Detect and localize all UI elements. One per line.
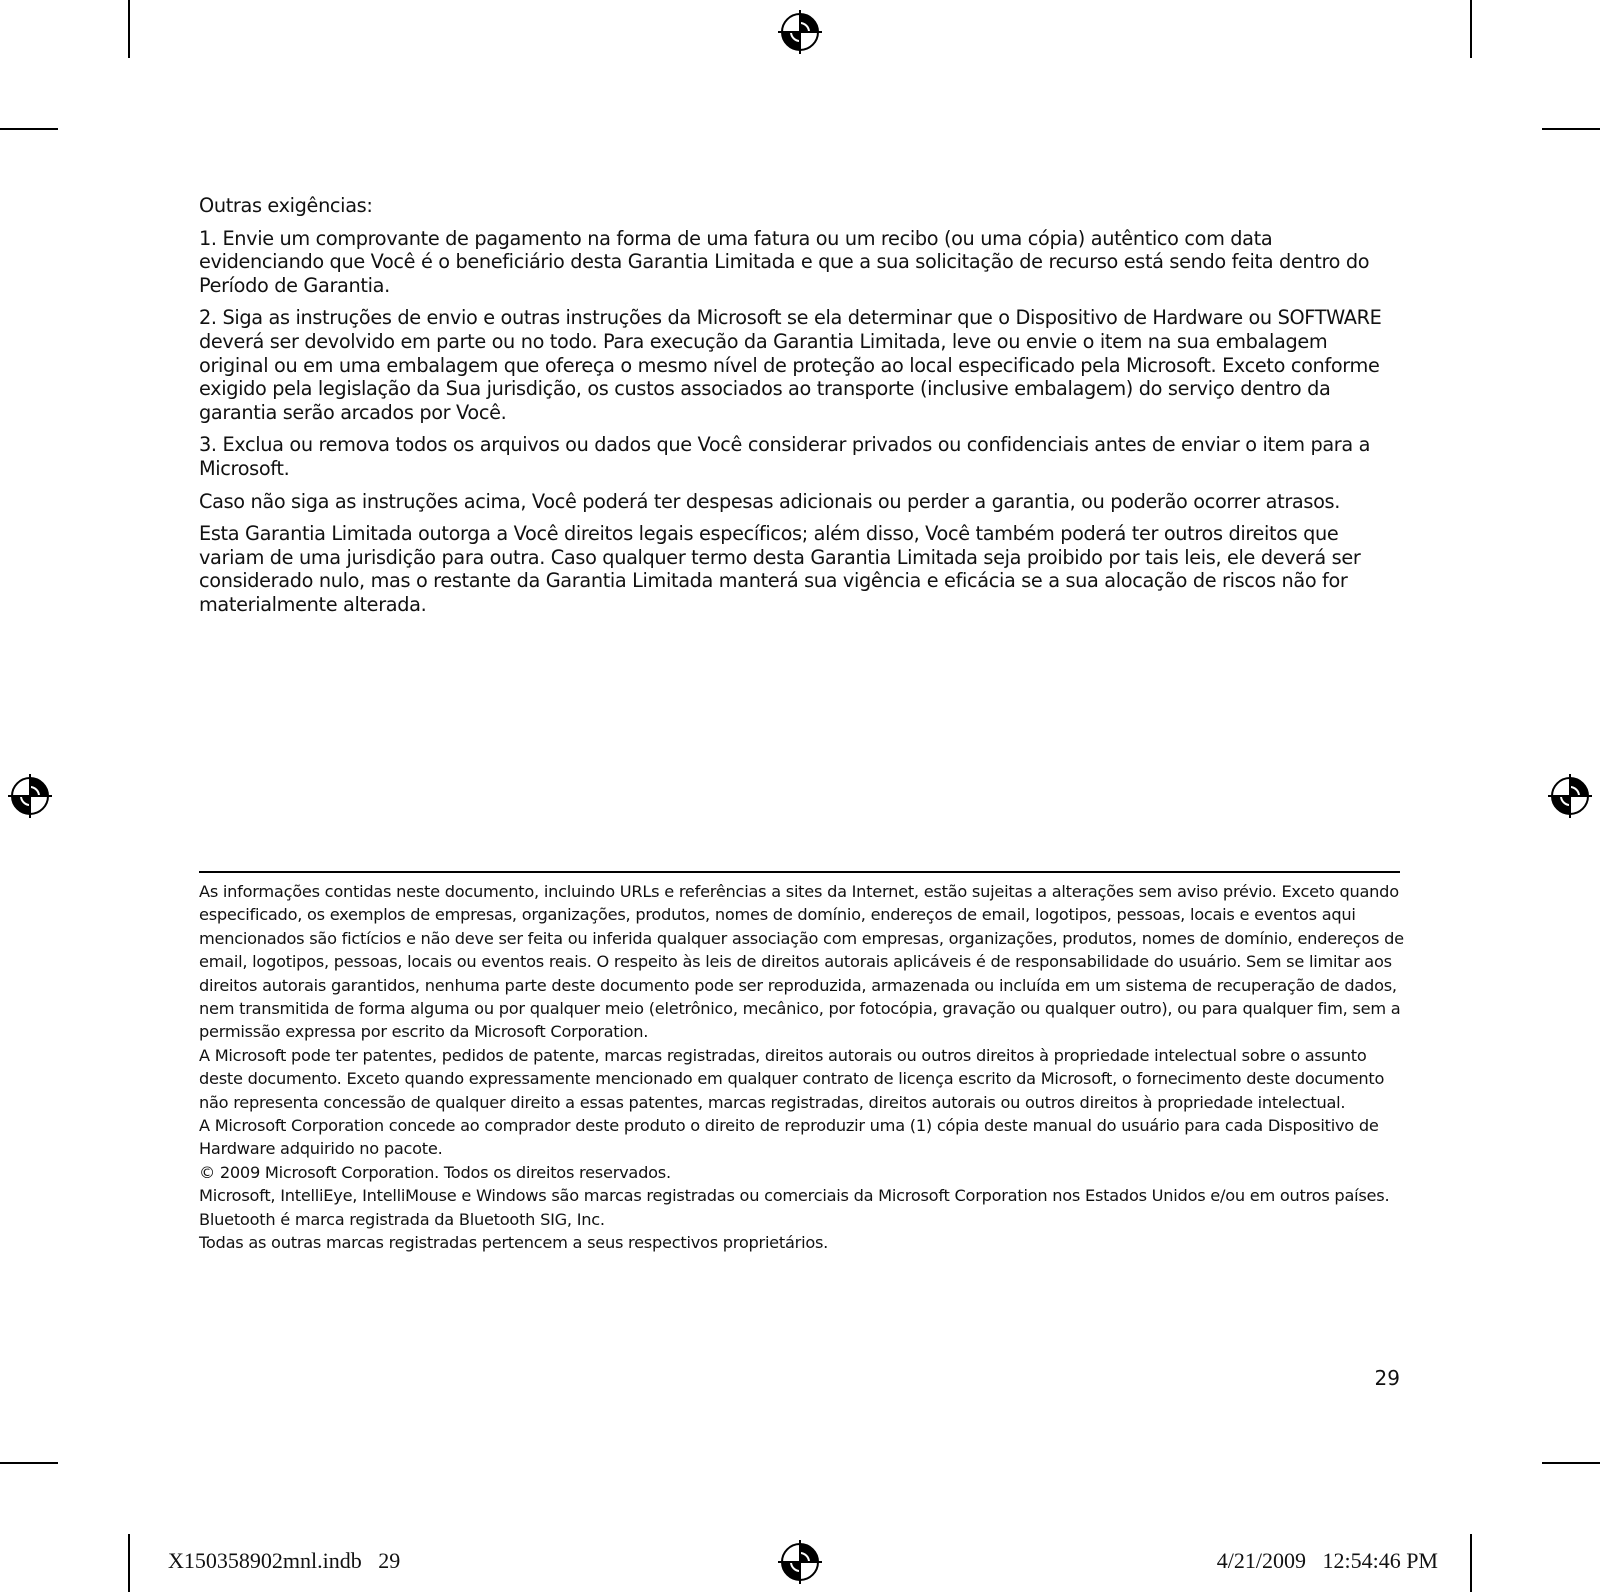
- requirement-1: 1. Envie um comprovante de pagamento na forma de uma fatura ou um recibo (ou uma cópia) autêntico com data evidenciando que Você é o beneficiário desta Garantia Limitada e que a sua solicitação de recurso está sendo feita dentro do Período de Garantia.: [199, 226, 1370, 297]
- requirement-3: 3. Exclua ou remova todos os arquivos ou dados que Você considerar privados ou confidenciais antes de enviar o item para a Microsoft.: [199, 433, 1371, 480]
- legal-paragraph: A Microsoft pode ter patentes, pedidos de patente, marcas registradas, direitos autorais ou outros direitos à propriedade intelectual sobre o assunto deste documento. Exceto quando expressamente mencionado em qualquer contrato de licença escrito da Microsoft, o fornecimento deste documento não representa concessão de qualquer direito a essas patentes, marcas registradas, direitos autorais ou outros direitos à propriedade intelectual.: [199, 1045, 1385, 1112]
- legal-paragraph: As informações contidas neste documento, incluindo URLs e referências a sites da Internet, estão sujeitas a alterações sem aviso prévio. Exceto quando especificado, os exemplos de empresas, organizações, produtos, nomes de domínio, endereços de email, logotipos, pessoas, locais e eventos aqui mencionados são fictícios e não deve ser feita ou inferida qualquer associação com empresas, organizações, produtos, nomes de domínio, endereços de email, logotipos, pessoas, locais ou eventos reais. O respeito às leis de direitos autorais aplicáveis é de responsabilidade do usuário. Sem se limitar aos direitos autorais garantidos, nenhuma parte deste documento pode ser reproduzida, armazenada ou incluída em um sistema de recuperação de dados, nem transmitida de forma alguma ou por qualquer meio (eletrônico, mecânico, por fotocópia, gravação ou qualquer outro), ou para qualquer fim, sem a permissão expressa por escrito da Microsoft Corporation.: [199, 882, 1404, 1042]
- print-slug-file: X150358902mnl.indb 29: [168, 1548, 401, 1573]
- page-number: 29: [1374, 1366, 1400, 1390]
- trademark-paragraph: Bluetooth é marca registrada da Bluetooth SIG, Inc.: [199, 1209, 605, 1229]
- registration-mark-icon: [778, 10, 822, 54]
- print-slug-timestamp: 4/21/2009 12:54:46 PM: [1216, 1548, 1438, 1573]
- crop-mark: [0, 128, 58, 130]
- crop-mark: [1542, 128, 1600, 130]
- divider-rule: [199, 871, 1400, 873]
- crop-mark: [1470, 0, 1472, 58]
- registration-mark-icon: [1548, 774, 1592, 818]
- legal-paragraph: A Microsoft Corporation concede ao comprador deste produto o direito de reproduzir uma (1) cópia deste manual do usuário para cada Dispositivo de Hardware adquirido no pacote.: [199, 1116, 1379, 1159]
- legal-rights-paragraph: Esta Garantia Limitada outorga a Você direitos legais específicos; além disso, Você também poderá ter outros direitos que variam de uma jurisdição para outra. Caso qualquer termo desta Garantia Limitada seja proibido por tais leis, ele deverá ser considerado nulo, mas o restante da Garantia Limitada manterá sua vigência e eficácia se a sua alocação de riscos não for materialmente alterada.: [199, 522, 1361, 616]
- copyright-line: © 2009 Microsoft Corporation. Todos os direitos reservados.: [199, 1162, 671, 1182]
- trademark-paragraph: Microsoft, IntelliEye, IntelliMouse e Windows são marcas registradas ou comerciais da Microsoft Corporation nos Estados Unidos e/ou em outros países.: [199, 1186, 1390, 1206]
- legal-notice: [199, 880, 1404, 1255]
- crop-mark: [128, 1534, 130, 1592]
- section-heading: Outras exigências:: [199, 194, 373, 217]
- crop-mark: [0, 1462, 58, 1464]
- trademark-paragraph: Todas as outras marcas registradas pertencem a seus respectivos proprietários.: [199, 1233, 829, 1253]
- registration-mark-icon: [778, 1540, 822, 1584]
- non-compliance-note: Caso não siga as instruções acima, Você poderá ter despesas adicionais ou perder a garantia, ou poderão ocorrer atrasos.: [199, 489, 1341, 513]
- registration-mark-icon: [8, 774, 52, 818]
- crop-mark: [1542, 1462, 1600, 1464]
- warranty-text: [199, 194, 1399, 626]
- crop-mark: [128, 0, 130, 58]
- crop-mark: [1470, 1534, 1472, 1592]
- requirement-2: 2. Siga as instruções de envio e outras instruções da Microsoft se ela determinar que o Dispositivo de Hardware ou SOFTWARE deverá ser devolvido em parte ou no todo. Para execução da Garantia Limitada, leve ou envie o item na sua embalagem original ou em uma embalagem que ofereça o mesmo nível de proteção ao local especificado pela Microsoft. Exceto conforme exigido pela legislação da Sua jurisdição, os custos associados ao transporte (inclusive embalagem) do serviço dentro da garantia serão arcados por Você.: [199, 306, 1382, 424]
